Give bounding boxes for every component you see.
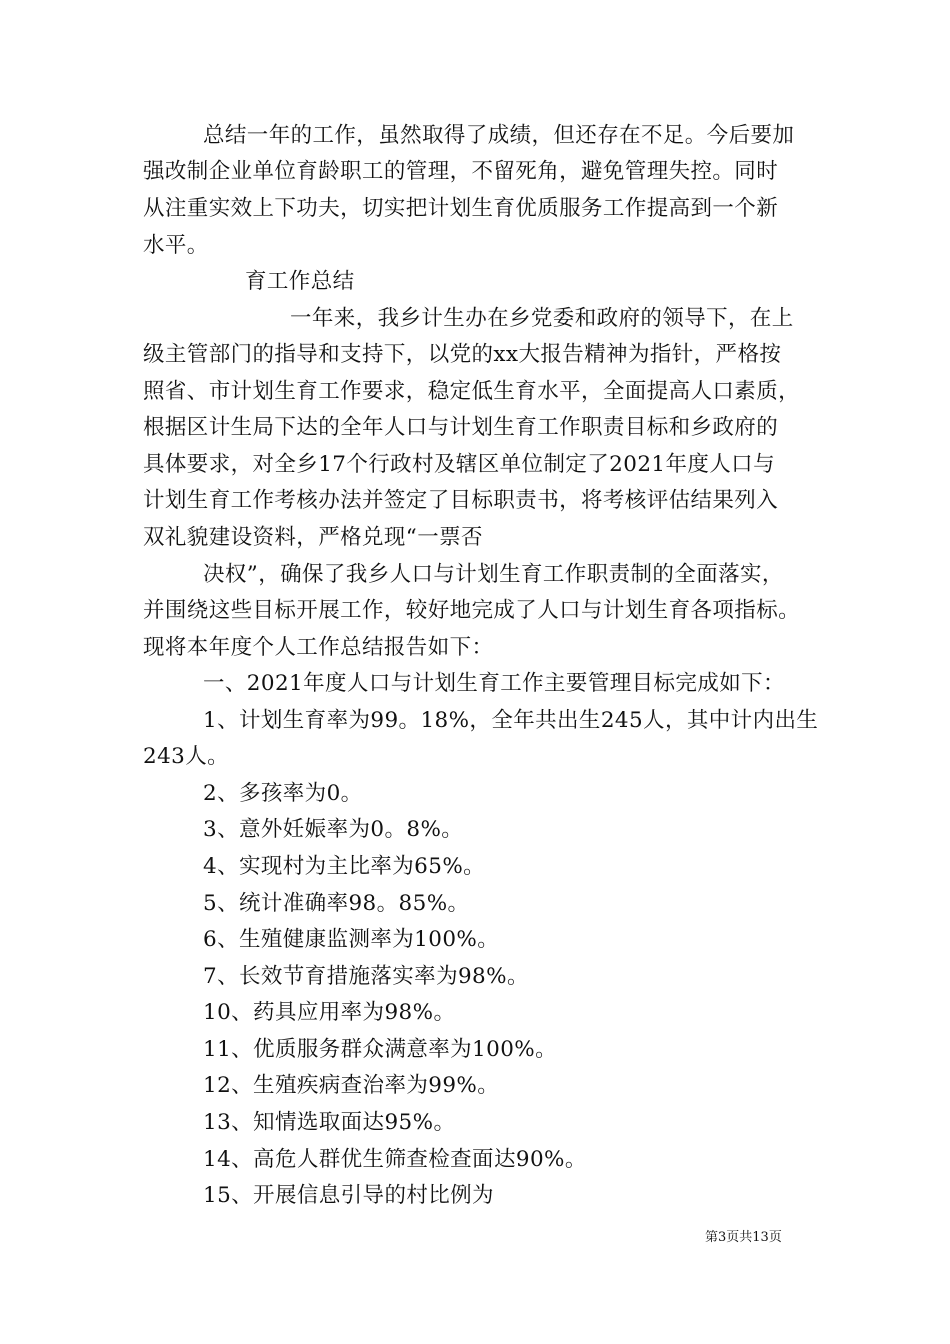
goal-item-1-line-1: 1、计划生育率为99。18%，全年共出生245人，其中计内出生	[203, 708, 819, 733]
page-number-footer: 第3页共13页	[705, 1230, 782, 1245]
paragraph-1-line-3: 从注重实效上下功夫，切实把计划生育优质服务工作提高到一个新	[143, 196, 779, 221]
goal-item: 14、高危人群优生筛查检查面达90%。	[203, 1147, 587, 1172]
section-title: 育工作总结	[245, 269, 355, 294]
goals-heading: 一、2021年度人口与计划生育工作主要管理目标完成如下：	[203, 671, 785, 696]
goal-item: 6、生殖健康监测率为100%。	[203, 927, 500, 952]
goal-item: 13、知情选取面达95%。	[203, 1110, 456, 1135]
paragraph-2-line-6: 计划生育工作考核办法并签定了目标职责书，将考核评估结果列入	[143, 488, 779, 513]
paragraph-1-line-1: 总结一年的工作，虽然取得了成绩，但还存在不足。今后要加	[203, 123, 795, 148]
paragraph-3-line-3: 现将本年度个人工作总结报告如下：	[143, 635, 494, 660]
goal-item: 4、实现村为主比率为65%。	[203, 854, 486, 879]
paragraph-2-line-4: 根据区计生局下达的全年人口与计划生育工作职责目标和乡政府的	[143, 415, 779, 440]
goal-item: 12、生殖疾病查治率为99%。	[203, 1073, 500, 1098]
paragraph-2-line-2: 级主管部门的指导和支持下，以党的xx大报告精神为指针，严格按	[143, 342, 782, 367]
paragraph-2-line-3: 照省、市计划生育工作要求，稳定低生育水平，全面提高人口素质，	[143, 379, 801, 404]
goal-item-1-line-2: 243人。	[143, 744, 230, 769]
paragraph-1-line-2: 强改制企业单位育龄职工的管理，不留死角，避免管理失控。同时	[143, 159, 779, 184]
goal-item: 11、优质服务群众满意率为100%。	[203, 1037, 558, 1062]
goal-item: 7、长效节育措施落实率为98%。	[203, 964, 529, 989]
paragraph-3-line-2: 并围绕这些目标开展工作，较好地完成了人口与计划生育各项指标。	[143, 598, 801, 623]
goal-item: 15、开展信息引导的村比例为	[203, 1183, 494, 1208]
goal-item: 5、统计准确率98。85%。	[203, 891, 470, 916]
goal-item: 2、多孩率为0。	[203, 781, 363, 806]
paragraph-3-line-1: 决权”，确保了我乡人口与计划生育工作职责制的全面落实，	[203, 562, 784, 587]
paragraph-1-line-4: 水平。	[143, 233, 209, 258]
paragraph-2-line-1: 一年来，我乡计生办在乡党委和政府的领导下，在上	[290, 306, 794, 331]
goal-item: 10、药具应用率为98%。	[203, 1000, 456, 1025]
paragraph-2-line-7: 双礼貌建设资料，严格兑现“一票否	[143, 525, 483, 550]
goal-item: 3、意外妊娠率为0。8%。	[203, 817, 464, 842]
paragraph-2-line-5: 具体要求，对全乡17个行政村及辖区单位制定了2021年度人口与	[143, 452, 775, 477]
